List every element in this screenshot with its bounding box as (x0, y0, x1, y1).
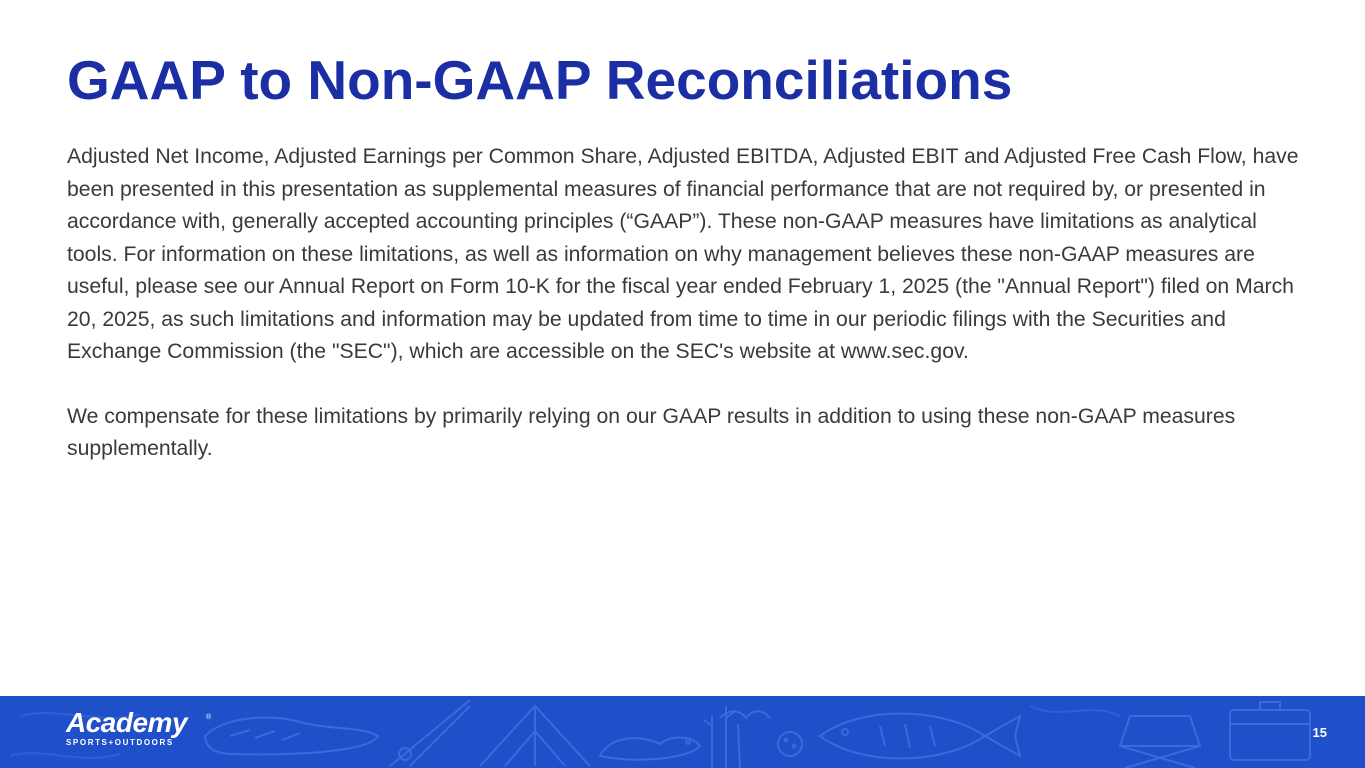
cooler-icon (1230, 702, 1310, 760)
sneaker-icon (205, 718, 378, 755)
tent-icon (480, 706, 590, 766)
logo-wordmark: Academy (66, 707, 188, 738)
duck-icon (600, 738, 700, 760)
golf-ball-icon (778, 732, 802, 756)
logo-registered-mark: ® (206, 714, 212, 721)
fish-icon (820, 714, 1020, 759)
body-text (67, 141, 1303, 466)
camp-chair-icon (1120, 716, 1200, 768)
page-title: GAAP to Non-GAAP Reconciliations (67, 49, 1013, 111)
footer-band (0, 696, 1365, 768)
fishing-rod-icon (390, 700, 470, 766)
logo-tagline: SPORTS+OUTDOORS (66, 738, 174, 747)
page-number: 15 (1312, 725, 1327, 740)
disclaimer-paragraph: Adjusted Net Income, Adjusted Earnings per Common Share, Adjusted EBITDA, Adjusted EBIT and Adjusted Free Cash Flow, have been presented in this presentation as supplemental measures of financial performance that are not required by, or presented in accordance with, generally accepted accounting principles (“GAAP”). These non-GAAP measures have limitations as analytical tools. For information on these limitations, as well as information on why management believes these non-GAAP measures are useful, please see our Annual Report on Form 10-K for the fiscal year ended February 1, 2025 (the "Annual Report") filed on March 20, 2025, as such limitations and information may be updated from time to time in our periodic filings with the Securities and Exchange Commission (the "SEC"), which are accessible on the SEC's website at www.sec.gov. (67, 145, 1299, 363)
academy-logo (66, 708, 216, 748)
compensation-paragraph: We compensate for these limitations by primarily relying on our GAAP results in addition to using these non-GAAP measures supplementally. (67, 404, 1236, 460)
